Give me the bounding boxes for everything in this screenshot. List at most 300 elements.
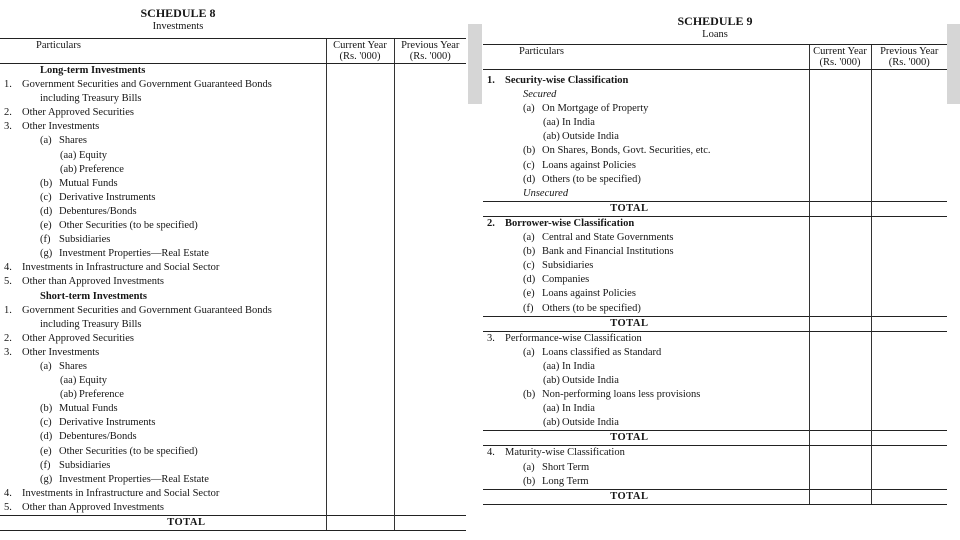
table-row <box>483 331 947 346</box>
current-year-cell <box>326 78 394 92</box>
item-label: Short Term <box>542 461 590 473</box>
table-row <box>483 374 947 388</box>
table-row <box>0 177 466 191</box>
item-label: including Treasury Bills <box>40 93 142 105</box>
current-year-cell <box>326 501 394 516</box>
item-number: (aa) <box>543 360 560 372</box>
particulars-cell <box>0 92 326 106</box>
total-row <box>483 201 947 216</box>
particulars-cell <box>483 116 809 130</box>
investments-rows <box>0 64 466 531</box>
item-number: (c) <box>40 191 52 203</box>
item-label: Shares <box>59 135 87 147</box>
item-label: Unsecured <box>523 187 569 199</box>
particulars-cell <box>483 74 809 88</box>
item-label: In India <box>562 117 595 129</box>
item-number: (g) <box>40 248 53 260</box>
item-label: Shares <box>59 360 87 372</box>
col-previous-year: Previous Year (Rs. '000) <box>394 39 466 64</box>
current-year-cell <box>326 219 394 233</box>
particulars-cell <box>0 275 326 289</box>
particulars-cell <box>0 191 326 205</box>
previous-year-cell <box>394 388 466 402</box>
previous-year-cell <box>394 416 466 430</box>
item-number: 3. <box>4 121 12 133</box>
item-number: (b) <box>523 389 536 401</box>
item-label: Debentures/Bonds <box>59 205 137 217</box>
particulars-cell <box>483 461 809 475</box>
table-row <box>0 290 466 304</box>
total-row <box>0 516 466 531</box>
item-label: Secured <box>523 89 557 101</box>
previous-year-cell <box>394 430 466 444</box>
col-particulars: Particulars <box>483 45 809 70</box>
item-number: (ab) <box>543 374 560 386</box>
item-number: 5. <box>4 276 12 288</box>
previous-year-cell <box>394 106 466 120</box>
current-year-cell <box>809 201 871 216</box>
current-year-cell <box>809 259 871 273</box>
current-year-cell <box>809 416 871 431</box>
previous-year-cell <box>871 74 947 88</box>
item-label: Investment Properties—Real Estate <box>59 473 209 485</box>
table-row <box>0 388 466 402</box>
current-year-cell <box>326 402 394 416</box>
current-year-cell <box>809 331 871 346</box>
previous-year-cell <box>394 233 466 247</box>
table-row <box>0 219 466 233</box>
total-label: TOTAL <box>483 489 809 504</box>
table-row <box>483 402 947 416</box>
table-row <box>483 216 947 231</box>
item-number: (aa) <box>543 403 560 415</box>
previous-year-cell <box>394 261 466 275</box>
table-row <box>0 318 466 332</box>
previous-year-cell <box>394 78 466 92</box>
previous-year-cell <box>871 245 947 259</box>
table-row <box>483 88 947 102</box>
item-label: Other than Approved Investments <box>22 276 165 288</box>
table-row <box>0 78 466 92</box>
previous-year-cell <box>871 144 947 158</box>
item-number: (e) <box>40 445 52 457</box>
table-row <box>483 116 947 130</box>
table-row <box>483 302 947 317</box>
current-year-cell <box>326 290 394 304</box>
table-row <box>483 346 947 360</box>
previous-year-cell <box>394 332 466 346</box>
particulars-cell <box>0 388 326 402</box>
item-label: Subsidiaries <box>59 459 111 471</box>
item-label: Others (to be specified) <box>542 302 641 314</box>
item-number: (a) <box>523 232 535 244</box>
item-label: Non-performing loans less provisions <box>542 389 701 401</box>
scan-margin-strip-left <box>468 24 482 104</box>
total-label: TOTAL <box>483 431 809 446</box>
schedule-heading: SCHEDULE 9 <box>677 14 753 28</box>
previous-year-cell <box>871 130 947 144</box>
particulars-cell <box>483 446 809 461</box>
particulars-cell <box>0 304 326 318</box>
table-row <box>0 247 466 261</box>
item-label: On Shares, Bonds, Govt. Securities, etc. <box>542 145 711 157</box>
table-row <box>0 459 466 473</box>
item-label: Preference <box>79 163 124 175</box>
particulars-cell <box>483 245 809 259</box>
current-year-cell <box>326 92 394 106</box>
current-year-cell <box>326 275 394 289</box>
previous-year-cell <box>394 247 466 261</box>
previous-year-cell <box>871 102 947 116</box>
previous-year-cell <box>871 374 947 388</box>
current-year-cell <box>326 120 394 134</box>
particulars-cell <box>483 287 809 301</box>
investments-table <box>0 38 466 531</box>
current-year-cell <box>809 461 871 475</box>
previous-year-cell <box>394 473 466 487</box>
item-number: 4. <box>4 487 12 499</box>
particulars-cell <box>0 430 326 444</box>
item-number: (b) <box>40 177 53 189</box>
item-number: (c) <box>523 260 535 272</box>
particulars-cell <box>483 130 809 144</box>
previous-year-cell <box>394 191 466 205</box>
current-year-cell <box>809 374 871 388</box>
table-row <box>0 92 466 106</box>
previous-year-cell <box>871 431 947 446</box>
particulars-cell <box>483 402 809 416</box>
current-year-cell <box>326 416 394 430</box>
particulars-cell <box>483 102 809 116</box>
item-label: Borrower-wise Classification <box>505 217 635 229</box>
total-label: TOTAL <box>483 201 809 216</box>
particulars-cell <box>483 231 809 245</box>
previous-year-cell <box>871 346 947 360</box>
particulars-cell <box>483 273 809 287</box>
current-year-cell <box>326 459 394 473</box>
item-label: Mutual Funds <box>59 177 118 189</box>
previous-year-cell <box>394 459 466 473</box>
item-label: Subsidiaries <box>542 260 594 272</box>
current-year-cell <box>809 273 871 287</box>
previous-year-cell <box>871 475 947 490</box>
table-row <box>0 205 466 219</box>
current-year-cell <box>326 304 394 318</box>
item-label: Loans against Policies <box>542 159 636 171</box>
previous-year-cell <box>394 346 466 360</box>
item-number: (a) <box>523 461 535 473</box>
current-year-cell <box>326 346 394 360</box>
item-number: (g) <box>40 473 53 485</box>
item-number: (aa) <box>60 149 77 161</box>
particulars-cell <box>483 216 809 231</box>
particulars-cell <box>0 78 326 92</box>
previous-year-cell <box>394 219 466 233</box>
particulars-cell <box>483 388 809 402</box>
current-year-cell <box>809 216 871 231</box>
previous-year-cell <box>871 231 947 245</box>
particulars-cell <box>0 487 326 501</box>
table-row <box>0 64 466 79</box>
table-row <box>0 275 466 289</box>
table-row <box>0 191 466 205</box>
table-row <box>0 445 466 459</box>
particulars-cell <box>0 219 326 233</box>
particulars-cell <box>0 501 326 516</box>
particulars-cell <box>0 134 326 148</box>
item-number: (a) <box>40 135 52 147</box>
previous-year-cell <box>394 304 466 318</box>
table-row <box>483 102 947 116</box>
item-label: Long-term Investments <box>40 65 146 76</box>
current-year-cell <box>809 159 871 173</box>
current-year-cell <box>326 64 394 79</box>
table-row <box>483 245 947 259</box>
current-year-cell <box>326 106 394 120</box>
item-label: Security-wise Classification <box>505 75 629 86</box>
particulars-cell <box>0 374 326 388</box>
total-row <box>483 489 947 504</box>
current-year-cell <box>326 360 394 374</box>
item-label: On Mortgage of Property <box>542 103 649 115</box>
item-label: Investments in Infrastructure and Social Sector <box>22 487 220 499</box>
previous-year-cell <box>871 302 947 317</box>
item-label: Equity <box>79 149 107 161</box>
particulars-cell <box>0 459 326 473</box>
item-number: 2. <box>4 332 12 344</box>
particulars-cell <box>483 144 809 158</box>
item-number: (ab) <box>543 131 560 143</box>
item-number: (ab) <box>543 417 560 429</box>
current-year-cell <box>326 205 394 219</box>
previous-year-cell <box>394 501 466 516</box>
col-previous-year: Previous Year (Rs. '000) <box>871 45 947 70</box>
previous-year-cell <box>394 163 466 177</box>
loans-rows <box>483 70 947 505</box>
table-row <box>0 416 466 430</box>
item-number: (f) <box>40 234 51 246</box>
particulars-cell <box>483 159 809 173</box>
previous-year-cell <box>394 402 466 416</box>
table-row <box>0 473 466 487</box>
current-year-cell <box>809 102 871 116</box>
current-year-cell <box>326 332 394 346</box>
item-label: Long Term <box>542 475 589 487</box>
current-year-cell <box>809 130 871 144</box>
item-label: Mutual Funds <box>59 403 118 415</box>
current-year-cell <box>809 475 871 490</box>
item-number: 4. <box>487 447 495 459</box>
previous-year-cell <box>871 316 947 331</box>
item-label: Companies <box>542 274 590 286</box>
particulars-cell <box>483 331 809 346</box>
previous-year-cell <box>394 205 466 219</box>
particulars-cell <box>483 346 809 360</box>
item-number: 1. <box>4 79 12 91</box>
previous-year-cell <box>394 275 466 289</box>
table-row <box>0 487 466 501</box>
particulars-cell <box>0 120 326 134</box>
table-row <box>0 501 466 516</box>
item-number: (f) <box>40 459 51 471</box>
table-row <box>483 475 947 490</box>
previous-year-cell <box>394 177 466 191</box>
particulars-cell <box>483 360 809 374</box>
table-row <box>0 134 466 148</box>
item-number: (b) <box>523 246 536 258</box>
particulars-cell <box>0 106 326 120</box>
item-number: (e) <box>40 220 52 232</box>
current-year-cell <box>809 316 871 331</box>
schedule-9-loans <box>483 0 947 505</box>
item-label: including Treasury Bills <box>40 318 142 330</box>
previous-year-cell <box>871 273 947 287</box>
item-label: In India <box>562 403 595 415</box>
item-number: (d) <box>523 274 536 286</box>
item-label: Other Investments <box>22 346 100 358</box>
table-row <box>0 120 466 134</box>
item-label: Outside India <box>562 131 619 143</box>
previous-year-cell <box>871 216 947 231</box>
table-row <box>0 304 466 318</box>
previous-year-cell <box>394 149 466 163</box>
table-row <box>0 261 466 275</box>
scan-margin-strip-right <box>947 24 960 104</box>
previous-year-cell <box>871 259 947 273</box>
item-number: 3. <box>487 332 495 344</box>
particulars-cell <box>0 332 326 346</box>
item-number: (ab) <box>60 163 77 175</box>
item-label: Derivative Instruments <box>59 191 156 203</box>
item-number: (b) <box>523 145 536 157</box>
item-number: (e) <box>523 288 535 300</box>
item-number: 2. <box>4 107 12 119</box>
current-year-cell <box>809 144 871 158</box>
item-number: (c) <box>523 159 535 171</box>
previous-year-cell <box>871 201 947 216</box>
previous-year-cell <box>871 116 947 130</box>
particulars-cell <box>0 205 326 219</box>
table-row <box>483 388 947 402</box>
table-row <box>483 231 947 245</box>
particulars-cell <box>0 64 326 79</box>
current-year-cell <box>809 88 871 102</box>
current-year-cell <box>326 191 394 205</box>
current-year-cell <box>809 302 871 317</box>
previous-year-cell <box>394 516 466 531</box>
previous-year-cell <box>871 331 947 346</box>
particulars-cell <box>0 445 326 459</box>
schedule-title: Investments <box>152 21 204 32</box>
current-year-cell <box>809 431 871 446</box>
item-label: Preference <box>79 389 124 401</box>
current-year-cell <box>809 231 871 245</box>
item-number: (a) <box>523 346 535 358</box>
current-year-cell <box>326 163 394 177</box>
current-year-cell <box>326 374 394 388</box>
item-label: In India <box>562 360 595 372</box>
particulars-cell <box>0 261 326 275</box>
item-number: (a) <box>40 360 52 372</box>
particulars-cell <box>0 473 326 487</box>
table-row <box>483 187 947 202</box>
table-row <box>483 461 947 475</box>
table-row <box>483 273 947 287</box>
current-year-cell <box>326 318 394 332</box>
previous-year-cell <box>394 374 466 388</box>
current-year-cell <box>809 360 871 374</box>
previous-year-cell <box>871 159 947 173</box>
item-label: Subsidiaries <box>59 234 111 246</box>
current-year-cell <box>809 388 871 402</box>
previous-year-cell <box>394 360 466 374</box>
particulars-cell <box>483 416 809 431</box>
current-year-cell <box>809 245 871 259</box>
table-row <box>483 446 947 461</box>
table-row <box>0 402 466 416</box>
previous-year-cell <box>871 402 947 416</box>
item-label: Others (to be specified) <box>542 173 641 185</box>
col-particulars: Particulars <box>0 39 326 64</box>
table-row <box>0 106 466 120</box>
item-number: (b) <box>523 475 536 487</box>
item-number: 5. <box>4 501 12 513</box>
particulars-cell <box>0 163 326 177</box>
current-year-cell <box>326 261 394 275</box>
item-number: (aa) <box>543 117 560 129</box>
item-label: Government Securities and Government Guaranteed Bonds <box>22 304 272 316</box>
table-row <box>483 259 947 273</box>
current-year-cell <box>326 516 394 531</box>
particulars-cell <box>483 173 809 187</box>
item-number: (d) <box>40 431 53 443</box>
current-year-cell <box>326 247 394 261</box>
current-year-cell <box>326 388 394 402</box>
particulars-cell <box>483 187 809 202</box>
item-number: 1. <box>4 304 12 316</box>
particulars-cell <box>483 259 809 273</box>
item-label: Other Investments <box>22 121 100 133</box>
current-year-cell <box>326 233 394 247</box>
item-label: Outside India <box>562 374 619 386</box>
table-row <box>0 149 466 163</box>
item-label: Central and State Governments <box>542 232 674 244</box>
table-row <box>483 159 947 173</box>
current-year-cell <box>326 445 394 459</box>
table-row <box>0 430 466 444</box>
item-number: (aa) <box>60 375 77 387</box>
item-label: Investment Properties—Real Estate <box>59 248 209 260</box>
col-current-year: Current Year (Rs. '000) <box>809 45 871 70</box>
previous-year-cell <box>871 287 947 301</box>
table-row <box>0 332 466 346</box>
current-year-cell <box>809 402 871 416</box>
particulars-cell <box>483 475 809 490</box>
item-label: Performance-wise Classification <box>505 332 642 344</box>
item-number: 3. <box>4 346 12 358</box>
previous-year-cell <box>871 489 947 504</box>
item-number: 4. <box>4 262 12 274</box>
item-label: Maturity-wise Classification <box>505 447 625 459</box>
schedule-8-investments <box>0 0 466 531</box>
item-label: Other than Approved Investments <box>22 501 165 513</box>
table-row <box>483 287 947 301</box>
current-year-cell <box>809 187 871 202</box>
item-label: Other Securities (to be specified) <box>59 220 198 232</box>
schedule-heading: SCHEDULE 8 <box>140 6 216 20</box>
previous-year-cell <box>394 318 466 332</box>
previous-year-cell <box>871 88 947 102</box>
